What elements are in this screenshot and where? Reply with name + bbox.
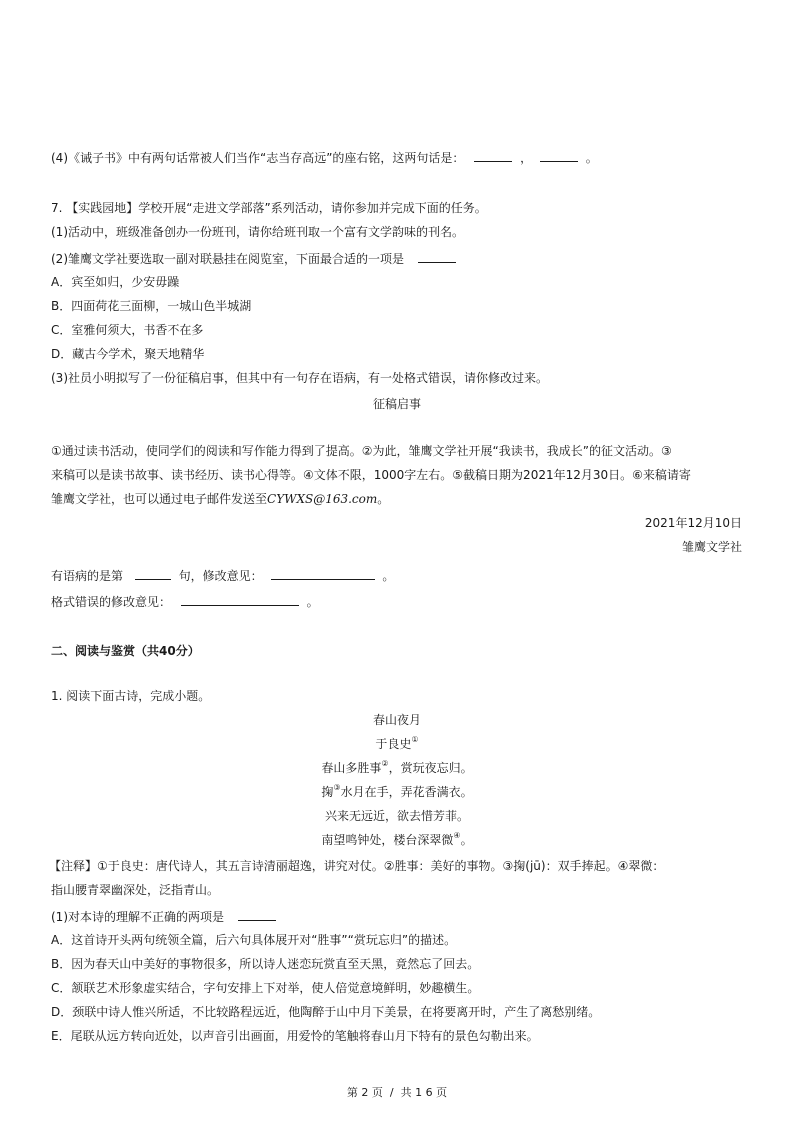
answer-1-middle: 句，修改意见： [178,569,263,583]
poem-line-3: 兴来无远近，欲去惜芳菲。 [324,809,469,823]
poem-line-4-a: 南望鸣钟处，楼台深翠微 [321,833,454,847]
q7-header: 7. 【实践园地】学校开展“走进文学部落”系列活动，请你参加并完成下面的任务。 [51,201,487,215]
section-2-title: 二、阅读与鉴赏（共40分） [51,644,200,658]
q1-sub1-line [51,908,276,925]
notice-email: CYWXS@163.com [267,492,378,506]
q4-end: 。 [585,151,598,165]
notice-line-1: ①通过读书活动，使同学们的阅读和写作能力得到了提高。②为此，雏鹰文学社开展“我读书，我成长”的征文活动。③ [51,444,672,458]
note-mark-2: ② [381,759,389,768]
q1-option-e: E．尾联从远方转向近处，以声音引出画面，用爱怜的笔触将春山月下特有的景色勾勒出来。 [51,1029,539,1043]
poem-note-line-2: 指山腰青翠幽深处，泛指青山。 [51,883,220,897]
note-mark-4: ④ [453,831,461,840]
q7-option-c: C．室雅何须大，书香不在多 [51,323,204,337]
poem-author: 于良史 [375,737,412,751]
q7-sub1: (1)活动中，班级准备创办一份班刊，请你给班刊取一个富有文学韵味的刊名。 [51,225,465,239]
q1-header: 1. 阅读下面古诗，完成小题。 [51,689,211,703]
notice-line-3-end: 。 [377,492,390,506]
notice-title: 征稿启事 [372,397,421,411]
sentence-number-blank[interactable] [135,567,171,580]
poem-line-2-b: 水月在手，弄花香满衣。 [340,785,473,799]
q4-answer-blank-2[interactable] [540,149,578,162]
notice-signature: 雏鹰文学社 [681,540,742,554]
poem-line-1-b: ，赏玩夜忘归。 [388,761,473,775]
poem-line-4 [0,832,794,848]
poem-line-1 [0,760,794,776]
poem-note-line-1: 【注释】①于良史：唐代诗人，其五言诗清丽超逸，讲究对仗。②胜事：美好的事物。③掬(jū)：双手捧起。④翠微： [49,859,665,873]
q7-sub3: (3)社员小明拟写了一份征稿启事，但其中有一句存在语病，有一处格式错误，请你修改过来。 [51,371,549,385]
q7-option-a: A．宾至如归，少安毋躁 [51,275,180,289]
poem-line-2 [0,784,794,800]
poem-line-4-b: 。 [460,833,473,847]
answer-2-prefix: 格式错误的修改意见： [51,595,172,609]
revision-opinion-blank[interactable] [271,567,375,580]
q1-sub1-answer-blank[interactable] [238,908,276,921]
note-mark-3: ③ [333,783,341,792]
poem-line-1-a: 春山多胜事 [321,761,382,775]
notice-line-3 [51,491,389,507]
notice-date: 2021年12月10日 [644,516,742,530]
q4-separator: ， [520,151,533,165]
q1-option-b: B．因为春天山中美好的事物很多，所以诗人迷恋玩赏直至天黑，竟然忘了回去。 [51,957,480,971]
q1-option-c: C．颔联艺术形象虚实结合，字句安排上下对举，使人倍觉意境鲜明，妙趣横生。 [51,981,480,995]
q7-option-d: D．藏古今学术，聚天地精华 [51,347,205,361]
page-footer: 第 2 页 / 共 1 6 页 [346,1086,448,1099]
q1-sub1: (1)对本诗的理解不正确的两项是 [51,910,224,924]
q1-option-d: D．颈联中诗人惟兴所适，不比较路程远近，他陶醉于山中月下美景，在将要离开时，产生了离愁别绪。 [51,1005,601,1019]
q4-text: (4)《诫子书》中有两句话常被人们当作“志当存高远”的座右铭，这两句话是： [51,151,465,165]
q7-sub2-line [51,250,456,267]
q7-option-b: B．四面荷花三面柳，一城山色半城湖 [51,299,252,313]
notice-line-3-text: 雏鹰文学社，也可以通过电子邮件发送至 [51,492,268,506]
answer-1-prefix: 有语病的是第 [51,569,124,583]
notice-line-2: 来稿可以是读书故事、读书经历、读书心得等。④文体不限，1000字左右。⑤截稿日期为2021年12月30日。⑥来稿请寄 [51,468,691,482]
q7-answer-1-line [51,567,394,584]
q4-line [51,149,598,166]
answer-2-end: 。 [306,595,319,609]
q4-answer-blank-1[interactable] [474,149,512,162]
format-error-blank[interactable] [181,593,299,606]
poem-title: 春山夜月 [372,713,421,727]
q7-sub2: (2)雏鹰文学社要选取一副对联悬挂在阅览室，下面最合适的一项是 [51,252,405,266]
poem-line-2-a: 掬 [321,785,334,799]
q7-answer-2-line [51,593,319,610]
poem-author-line [0,736,794,752]
answer-1-end: 。 [382,569,395,583]
note-mark-1: ① [411,735,419,744]
q1-option-a: A．这首诗开头两句统领全篇，后六句具体展开对“胜事”“赏玩忘归”的描述。 [51,933,457,947]
q7-sub2-answer-blank[interactable] [418,250,456,263]
